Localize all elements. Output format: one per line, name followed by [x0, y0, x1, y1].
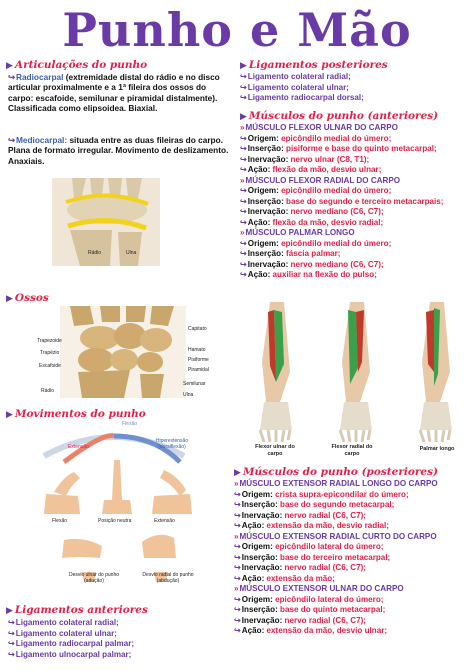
list-item	[8, 629, 134, 640]
muscle-insercao	[234, 605, 438, 616]
hook-arrow-icon: ↪	[234, 563, 241, 572]
muscle-acao	[234, 574, 438, 585]
double-chevron-icon: »	[240, 228, 245, 237]
bone-label-piramidal: Piramidal	[188, 367, 209, 373]
hook-arrow-icon: ↪	[240, 72, 247, 81]
double-chevron-icon: »	[234, 584, 239, 593]
list-item	[8, 639, 134, 650]
muscle-inervacao	[234, 616, 438, 627]
field-label: Ação:	[247, 217, 271, 227]
field-label: Ação:	[241, 573, 265, 583]
hook-arrow-icon: ↪	[240, 93, 247, 102]
field-value: nervo ulnar (C8, T1);	[290, 154, 370, 164]
hook-arrow-icon: ↪	[234, 626, 241, 635]
muscle-name-text: MÚSCULO EXTENSOR ULNAR DO CARPO	[239, 584, 404, 593]
forearm-3	[420, 302, 452, 442]
field-value: extensão da mão, desvio radial;	[266, 521, 389, 530]
field-value: extensão da mão, desvio ulnar;	[266, 626, 388, 635]
double-chevron-icon: »	[234, 479, 239, 488]
field-value: pisiforme e base do quinto metacarpal;	[286, 144, 437, 153]
field-label: Origem:	[241, 489, 273, 499]
muscle-origem	[234, 542, 438, 553]
field-value: base do terceiro metacarpal;	[280, 552, 391, 562]
muscle-acao	[240, 270, 443, 281]
list-item-text: Ligamento colateral ulnar;	[247, 82, 349, 92]
field-label: Inserção:	[247, 249, 284, 258]
muscle-insercao	[240, 197, 443, 208]
muscle-name-text: MÚSCULO EXTENSOR RADIAL LONGO DO CARPO	[239, 479, 438, 488]
muscle-insercao	[240, 249, 443, 260]
forearm-caption-1: Flexor ulnar do carpo	[255, 444, 295, 457]
hook-arrow-icon: ↪	[234, 500, 241, 509]
field-label: Inervação:	[247, 259, 289, 269]
hook-arrow-icon: ↪	[240, 165, 247, 174]
bone-label-ulna: Ulna	[183, 392, 194, 398]
mediocarpal-label: Mediocarpal:	[15, 135, 68, 145]
bone-label-trapezio: Trapézio	[40, 350, 60, 356]
double-chevron-icon: »	[234, 531, 239, 541]
bone-label-capitato: Capitato	[188, 326, 207, 332]
list-item-text: Ligamento radiocarpal dorsal;	[247, 93, 364, 102]
field-value: fáscia palmar;	[286, 249, 341, 258]
field-label: Ação:	[241, 626, 265, 635]
mediocarpal-text: situada entre as duas fileiras do carpo. Plana de formato irregular. Movimento de deslizamento. Anaxiais.	[8, 135, 229, 166]
triangle-bullet-icon: ▶	[240, 61, 247, 71]
muscle-inervacao	[240, 260, 443, 271]
hook-arrow-icon: ↪	[240, 82, 247, 92]
field-label: Origem:	[247, 238, 279, 248]
muscle-inervacao	[240, 155, 443, 166]
field-value: flexão da mão, desvio radial;	[272, 217, 384, 227]
radiocarpal-joint-figure	[52, 178, 160, 266]
field-value: epicôndilo medial do úmero;	[281, 186, 392, 195]
hook-arrow-icon: ↪	[234, 594, 241, 604]
field-label: Ação:	[241, 521, 265, 530]
muscle-origem	[234, 490, 438, 501]
field-label: Ação:	[247, 165, 271, 174]
musc-anteriores-heading-text: Músculos do punho (anteriores)	[248, 110, 439, 122]
field-label: Origem:	[241, 542, 273, 551]
hook-arrow-icon: ↪	[234, 542, 241, 551]
field-value: epicôndilo lateral do úmero;	[275, 594, 384, 604]
hook-arrow-icon: ↪	[240, 133, 247, 143]
field-value: nervo radial (C6, C7);	[284, 563, 366, 572]
lig-posteriores-heading-text: Ligamentos posteriores	[248, 59, 388, 71]
list-item	[8, 618, 134, 629]
field-label: Inserção:	[247, 144, 284, 153]
field-value: base do segundo e terceiro metacarpais;	[286, 196, 444, 206]
hook-arrow-icon: ↪	[240, 270, 247, 279]
movement-caption-flexao: Flexão	[52, 518, 68, 524]
muscle-inervacao	[234, 511, 438, 522]
hook-arrow-icon: ↪	[240, 186, 247, 195]
hook-arrow-icon: ↪	[234, 521, 241, 530]
muscle-name-text: MÚSCULO FLEXOR ULNAR DO CARPO	[245, 123, 398, 132]
radiocarpal-label: Radiocarpal	[15, 72, 64, 82]
muscle-name-text: MÚSCULO EXTENSOR RADIAL CURTO DO CARPO	[239, 531, 437, 541]
field-label: Origem:	[247, 133, 279, 143]
bone-label-trapezoide: Trapezoide	[37, 338, 62, 344]
double-chevron-icon: »	[240, 175, 245, 185]
muscle-origem	[240, 239, 443, 250]
musc-anteriores-list	[240, 123, 443, 281]
carpal-bones-figure	[60, 306, 186, 398]
triangle-bullet-icon: ▶	[240, 112, 247, 122]
double-chevron-icon: »	[240, 123, 245, 132]
muscle-insercao	[234, 553, 438, 564]
forearm-muscles-figure	[244, 302, 470, 452]
lig-anteriores-list	[8, 618, 134, 660]
page-title: Punho e Mão	[62, 3, 412, 57]
hook-arrow-icon: ↪	[240, 238, 247, 248]
field-label: Inserção:	[241, 552, 278, 562]
muscle-insercao	[234, 500, 438, 511]
field-label: Inervação:	[241, 510, 283, 520]
ossos-heading-text: Ossos	[14, 292, 49, 304]
carpal-bones-illustration	[60, 306, 186, 398]
hook-arrow-icon: ↪	[240, 217, 247, 227]
hook-arrow-icon: ↪	[240, 207, 247, 216]
forearm-2	[340, 302, 372, 442]
field-label: Inervação:	[247, 207, 289, 216]
muscle-name	[240, 123, 443, 134]
field-value: epicôndilo medial do úmero;	[281, 133, 392, 143]
muscle-insercao	[240, 144, 443, 155]
muscle-name	[234, 479, 438, 490]
musc-posteriores-heading-text: Músculos do punho (posteriores)	[242, 466, 438, 478]
movement-caption-extensao: Extensão	[154, 518, 175, 524]
hook-arrow-icon: ↪	[240, 249, 247, 258]
movimentos-heading	[6, 408, 146, 421]
field-value: auxiliar na flexão do pulso;	[272, 270, 377, 279]
radiocarpal-text: (extremidade distal do rádio e no disco articular proximalmente e a 1ª fileira dos ossos do carpo: escafoide, semilunar e piramidal distalmente). Classificada como elipsoidea. Biaxial.	[8, 72, 220, 114]
list-item	[240, 72, 364, 83]
hook-arrow-icon: ↪	[8, 649, 15, 659]
hook-arrow-icon: ↪	[240, 259, 247, 269]
list-item-text: Ligamento radiocarpal palmar;	[15, 639, 135, 648]
mediocarpal-paragraph	[8, 135, 230, 166]
field-label: Inervação:	[247, 154, 289, 164]
lig-anteriores-heading-text: Ligamentos anteriores	[14, 604, 148, 616]
list-item	[240, 83, 364, 94]
muscle-acao	[234, 626, 438, 637]
radiocarpal-paragraph	[8, 72, 230, 114]
field-label: Ação:	[247, 270, 271, 279]
muscle-name	[240, 228, 443, 239]
forearm-1	[260, 302, 292, 442]
ossos-heading	[6, 292, 49, 305]
bone-label-semilunar: Semilunar	[183, 381, 206, 387]
muscle-name	[240, 176, 443, 187]
field-label: Inserção:	[241, 500, 278, 509]
muscle-name-text: MÚSCULO PALMAR LONGO	[245, 228, 355, 237]
bone-label-escafoide: Escafoide	[39, 363, 61, 369]
hook-arrow-icon: ↪	[234, 510, 241, 520]
muscle-origem	[234, 595, 438, 606]
hook-arrow-icon: ↪	[234, 605, 241, 614]
figure-label-ulna: Ulna	[126, 250, 137, 256]
movement-desvio-radial: Desvio radial do punho (abdução)	[142, 572, 194, 584]
movement-caption-neutra: Posição neutra	[98, 518, 132, 524]
wrist-movements-figure	[34, 422, 214, 592]
field-label: Origem:	[241, 594, 273, 604]
field-value: base do segundo metacarpal;	[280, 500, 395, 509]
field-value: crista supra-epicondilar do úmero;	[275, 489, 409, 499]
hook-arrow-icon: ↪	[234, 573, 241, 583]
field-label: Inserção:	[247, 196, 284, 206]
list-item	[240, 93, 364, 104]
hook-arrow-icon: ↪	[8, 135, 15, 145]
triangle-bullet-icon: ▶	[6, 606, 13, 616]
lig-posteriores-heading	[240, 59, 388, 72]
muscle-name-text: MÚSCULO FLEXOR RADIAL DO CARPO	[245, 175, 401, 185]
muscle-name	[234, 584, 438, 595]
forearm-caption-2: Flexor radial do carpo	[331, 444, 373, 457]
triangle-bullet-icon: ▶	[6, 61, 13, 71]
forearm-muscles-illustration	[244, 302, 470, 442]
hook-arrow-icon: ↪	[234, 552, 241, 562]
muscle-inervacao	[240, 207, 443, 218]
articulacoes-heading	[6, 59, 147, 72]
articulacoes-heading-text: Articulações do punho	[14, 59, 148, 71]
field-value: extensão da mão;	[266, 573, 335, 583]
lig-anteriores-heading	[6, 604, 148, 617]
field-value: epicôndilo lateral do úmero;	[275, 542, 384, 551]
muscle-acao	[234, 521, 438, 532]
hook-arrow-icon: ↪	[240, 196, 247, 206]
bone-label-pisiforme: Pisiforme	[188, 357, 209, 363]
bone-label-radio: Rádio	[41, 388, 55, 394]
musc-anteriores-heading	[240, 110, 438, 123]
list-item-text: Ligamento colateral radial;	[15, 618, 119, 627]
movimentos-heading-text: Movimentos do punho	[14, 408, 146, 420]
hook-arrow-icon: ↪	[234, 615, 241, 625]
lig-posteriores-list	[240, 72, 364, 104]
field-value: nervo mediano (C6, C7);	[290, 207, 384, 216]
field-value: flexão da mão, desvio ulnar;	[272, 165, 382, 174]
field-label: Inserção:	[241, 605, 278, 614]
muscle-inervacao	[234, 563, 438, 574]
triangle-bullet-icon: ▶	[234, 468, 241, 478]
hook-arrow-icon: ↪	[240, 144, 247, 153]
field-value: nervo mediano (C6, C7);	[290, 259, 384, 269]
muscle-acao	[240, 218, 443, 229]
field-label: Inervação:	[241, 563, 283, 572]
forearm-caption-3: Palmar longo	[419, 446, 455, 452]
field-label: Origem:	[247, 186, 279, 195]
field-value: base do quinto metacarpal;	[280, 605, 386, 614]
movement-desvio-ulnar: Desvio ulnar do punho (adução)	[68, 572, 120, 584]
bone-label-hamato: Hamato	[188, 347, 206, 353]
field-value: nervo radial (C6, C7);	[284, 615, 366, 625]
muscle-acao	[240, 165, 443, 176]
triangle-bullet-icon: ▶	[6, 294, 13, 304]
muscle-origem	[240, 134, 443, 145]
list-item-text: Ligamento colateral radial;	[247, 72, 351, 81]
musc-posteriores-list	[234, 479, 438, 637]
hook-arrow-icon: ↪	[8, 618, 15, 627]
list-item	[8, 650, 134, 661]
field-label: Inervação:	[241, 615, 283, 625]
hook-arrow-icon: ↪	[8, 639, 15, 648]
hook-arrow-icon: ↪	[234, 489, 241, 499]
muscle-origem	[240, 186, 443, 197]
muscle-name	[234, 532, 438, 543]
hook-arrow-icon: ↪	[8, 72, 15, 82]
hook-arrow-icon: ↪	[8, 628, 15, 638]
triangle-bullet-icon: ▶	[6, 410, 13, 420]
movement-flexao-label: Flexão	[122, 421, 138, 427]
movement-extensao-label: Extensão	[68, 444, 89, 450]
field-value: nervo radial (C6, C7);	[284, 510, 366, 520]
field-value: epicôndilo medial do úmero;	[281, 238, 392, 248]
wrist-xray-illustration	[52, 178, 160, 266]
movement-hiperextensao-label: Hiperextensão (dorsiflexão)	[155, 438, 189, 450]
musc-posteriores-heading	[234, 466, 438, 479]
hook-arrow-icon: ↪	[240, 154, 247, 164]
figure-label-radio: Rádio	[88, 250, 102, 256]
list-item-text: Ligamento ulnocarpal palmar;	[15, 649, 132, 659]
list-item-text: Ligamento colateral ulnar;	[15, 628, 117, 638]
